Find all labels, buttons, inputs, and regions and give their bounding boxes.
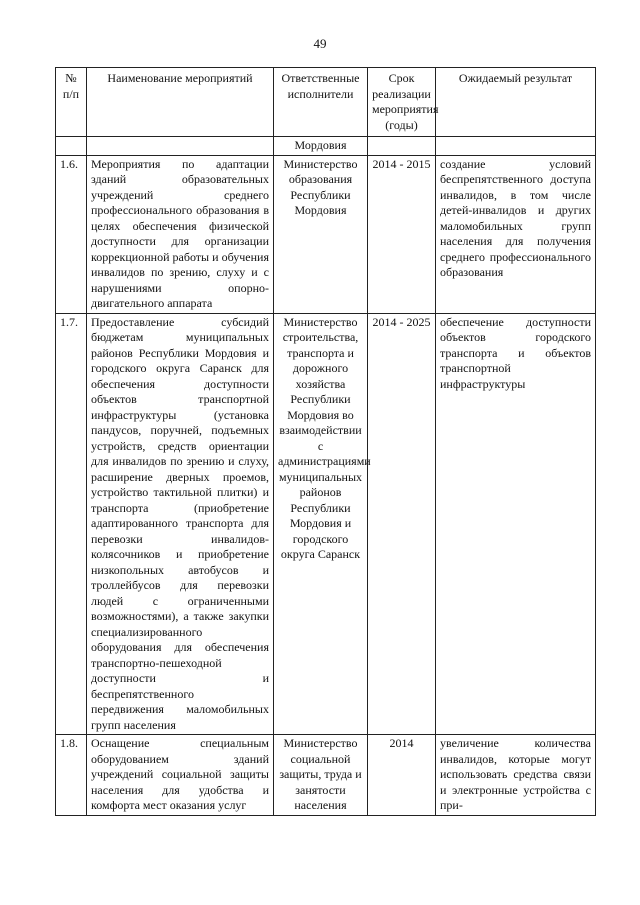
row-name: Предоставление субсидий бюджетам муниципальных районов Республики Мордовия и городского округа Саранск для обеспечения доступности объектов транспортной инфраструктуры (установка пандусов, поручней, подъемных устройств, средств ориентации для инвалидов по зрению и слуху, расширение дверных проемов, устройство тактильной плитки) и транспорта (приобретение адаптированного транспорта для перевозки инвалидов-колясочников и приобретение низкопольных автобусов и троллейбусов для перевозки людей с ограниченными возможностями), а также закупки специализированного оборудования для обеспечения транспортно-пешеходной доступности и беспрепятственного передвижения маломобильных групп населения — [87, 313, 274, 735]
row-result: увеличение количества инвалидов, которые могут использовать средства связи и электронные устройства с при- — [436, 735, 596, 816]
region-label: Мордовия — [274, 137, 368, 156]
header-name: Наименование мероприятий — [87, 68, 274, 137]
row-result: создание условий беспрепятственного доступа инвалидов, в том числе детей-инвалидов и других маломобильных групп населения для получения среднего профессионального образования — [436, 155, 596, 313]
row-name: Мероприятия по адаптации зданий образовательных учреждений среднего профессионального образования в целях обеспечения физической доступности для организации коррекционной работы и обучения инвалидов по зрению, слуху и с нарушениями опорно-двигательного аппарата — [87, 155, 274, 313]
row-term: 2014 — [368, 735, 436, 816]
header-num: № п/п — [56, 68, 87, 137]
row-term: 2014 - 2015 — [368, 155, 436, 313]
row-term: 2014 - 2025 — [368, 313, 436, 735]
row-num: 1.7. — [56, 313, 87, 735]
table-row — [56, 735, 596, 816]
row-responsible: Министерство образования Республики Мордовия — [274, 155, 368, 313]
row-num: 1.8. — [56, 735, 87, 816]
page-number: 49 — [313, 36, 327, 51]
header-result: Ожидаемый результат — [436, 68, 596, 137]
table-row — [56, 313, 596, 735]
row-result: обеспечение доступности объектов городского транспорта и объектов транспортной инфраструктуры — [436, 313, 596, 735]
row-name: Оснащение специальным оборудованием зданий учреждений социальной защиты населения для удобства и комфорта мест оказания услуг — [87, 735, 274, 816]
row-responsible: Министерство социальной защиты, труда и занятости населения — [274, 735, 368, 816]
row-responsible: Министерство строительства, транспорта и дорожного хозяйства Республики Мордовия во взаимодействии с администрациями муниципальных районов Республики Мордовия и городского округа Саранск — [274, 313, 368, 735]
header-responsible: Ответственные исполнители — [274, 68, 368, 137]
measures-table — [55, 67, 596, 816]
region-continuation-row — [56, 137, 596, 156]
row-num: 1.6. — [56, 155, 87, 313]
table-header-row — [56, 68, 596, 137]
table-row — [56, 155, 596, 313]
header-term: Срок реализации мероприятия (годы) — [368, 68, 436, 137]
